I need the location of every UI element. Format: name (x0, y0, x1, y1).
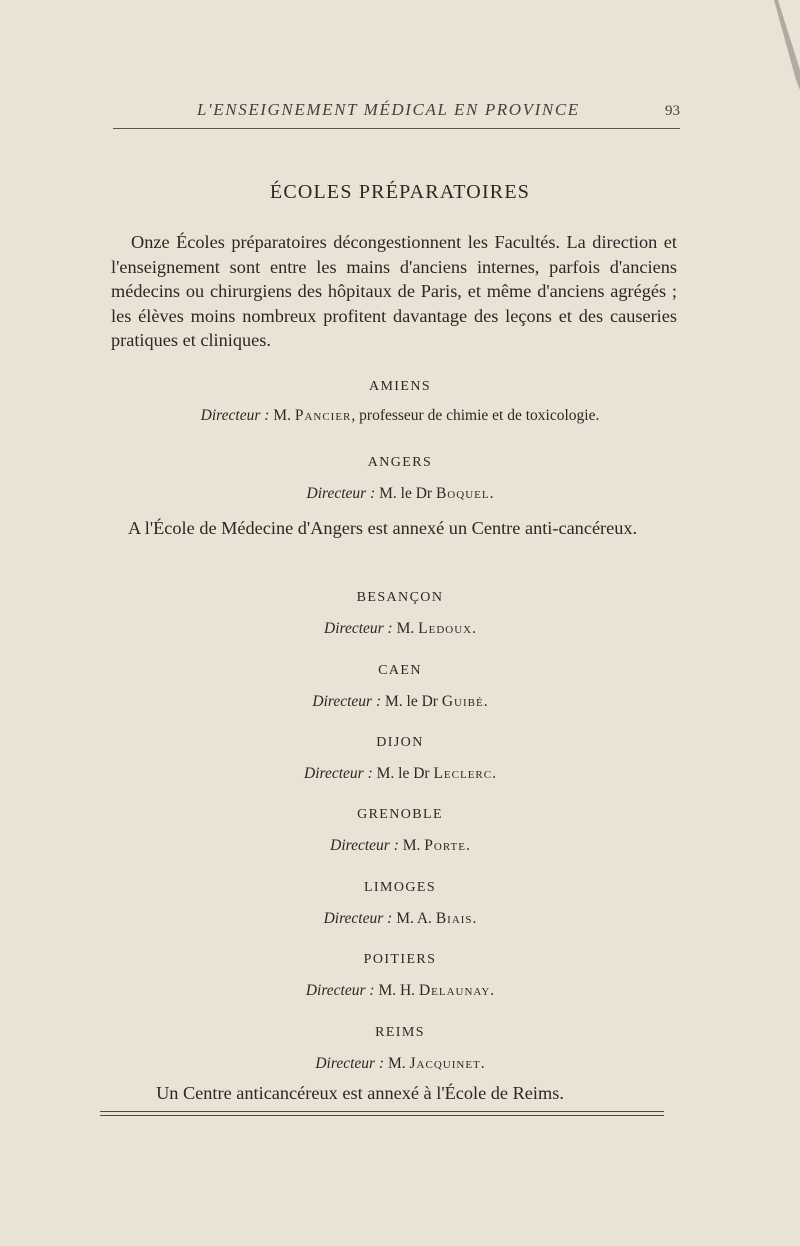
director-suffix: . (465, 837, 470, 854)
director-line (0, 909, 800, 929)
header-rule (113, 128, 680, 129)
closing-note: Un Centre anticancéreux est annexé à l'École de Reims. (156, 1083, 564, 1103)
entry-amiens (0, 376, 800, 426)
director-suffix: . (489, 485, 494, 502)
director-line (0, 692, 800, 712)
director-prefix: M. le Dr (379, 485, 433, 502)
entry-limoges (0, 877, 800, 929)
director-prefix: M. A. (396, 910, 432, 927)
director-prefix: M. (387, 1055, 406, 1072)
director-line (0, 1054, 800, 1074)
director-label: Directeur : (305, 982, 375, 999)
director-suffix: . (480, 1055, 485, 1072)
director-label: Directeur : (304, 765, 373, 782)
director-name: Boquel (435, 485, 490, 502)
director-prefix: M. (273, 407, 291, 424)
director-suffix: . (472, 620, 476, 637)
footer-double-rule (100, 1111, 664, 1116)
director-name: Guibé (441, 693, 484, 710)
director-label: Directeur : (200, 407, 270, 424)
director-name: Delaunay (418, 982, 491, 999)
city-name: AMIENS (368, 379, 432, 394)
director-prefix: M. le Dr (376, 765, 430, 782)
entry-reims (0, 1022, 800, 1074)
director-suffix: . (492, 765, 496, 782)
entry-besancon (0, 587, 800, 639)
director-name: Porte (424, 837, 466, 854)
director-suffix: . (490, 982, 495, 999)
director-line (0, 484, 800, 504)
city-name: DIJON (376, 735, 424, 750)
city-name: BESANÇON (356, 590, 444, 605)
director-name: Jacquinet (409, 1055, 481, 1072)
director-line (0, 836, 800, 856)
city-name: POITIERS (363, 952, 437, 967)
city-name: ANGERS (367, 455, 433, 470)
section-title: ÉCOLES PRÉPARATOIRES (269, 181, 531, 203)
director-label: Directeur : (324, 620, 393, 637)
intro-paragraph: Onze Écoles préparatoires décongestionnent les Facultés. La direction et l'enseignement sont entre les mains d'anciens internes, parfois d'anciens médecins ou chirurgiens des hôpitaux de Paris, et même d'anciens agrégés ; les élèves moins nombreux profitent davantage des leçons et des causeries pratiques et cliniques. (111, 232, 677, 351)
city-name: GRENOBLE (357, 807, 443, 822)
director-prefix: M. H. (378, 982, 416, 999)
director-name: Leclerc (433, 765, 493, 782)
entry-dijon (0, 732, 800, 784)
running-head-title: L'ENSEIGNEMENT MÉDICAL EN PROVINCE (197, 100, 580, 119)
entry-angers (0, 452, 800, 504)
city-name: LIMOGES (363, 880, 437, 895)
director-prefix: M. le Dr (385, 693, 438, 710)
director-label: Directeur : (315, 1055, 385, 1072)
entry-poitiers (0, 949, 800, 1001)
director-name: Pancier (294, 407, 352, 424)
director-line (0, 764, 800, 784)
director-line (0, 619, 800, 639)
entry-caen (0, 660, 800, 712)
angers-note: A l'École de Médecine d'Angers est annexé un Centre anti-cancéreux. (128, 518, 638, 538)
page-edge-mark (774, 0, 800, 90)
entry-grenoble (0, 804, 800, 856)
director-suffix: , professeur de chimie et de toxicologie. (351, 407, 600, 424)
city-name: CAEN (378, 663, 422, 678)
director-line (0, 981, 800, 1001)
director-prefix: M. (396, 620, 415, 637)
director-prefix: M. (402, 837, 421, 854)
page-number: 93 (665, 103, 680, 119)
city-name: REIMS (375, 1025, 425, 1040)
director-suffix: . (483, 693, 488, 710)
director-label: Directeur : (312, 693, 382, 710)
director-suffix: . (472, 910, 477, 927)
director-label: Directeur : (323, 910, 393, 927)
director-name: Ledoux (418, 620, 473, 637)
director-label: Directeur : (306, 485, 376, 502)
running-head (115, 100, 680, 120)
director-label: Directeur : (330, 837, 399, 854)
director-line (0, 406, 800, 426)
director-name: Biais (435, 910, 473, 927)
